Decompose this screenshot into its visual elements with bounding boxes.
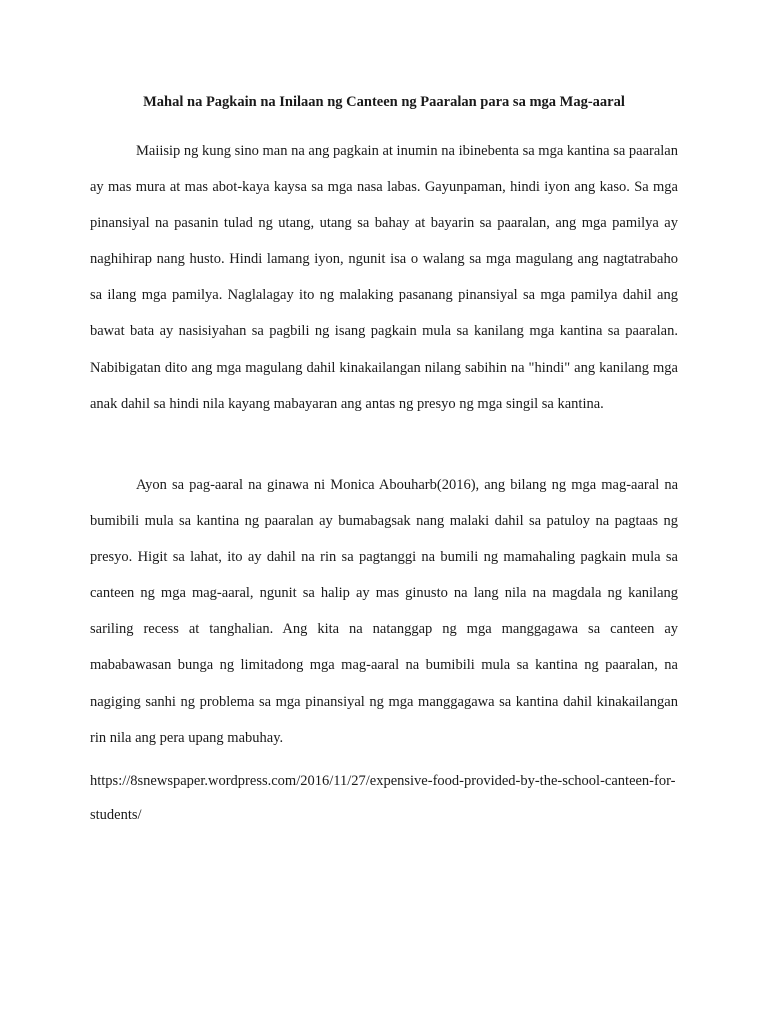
body-paragraph-2: Ayon sa pag-aaral na ginawa ni Monica Abouharb(2016), ang bilang ng mga mag-aaral na bumibili mula sa kantina ng paaralan ay bumabagsak nang malaki dahil sa patuloy na pagtaas ng presyo. Higit sa lahat, ito ay dahil na rin sa pagtanggi na bumili ng mamahaling pagkain mula sa canteen ng mga mag-aaral, ngunit sa halip ay mas ginusto na lang nila na magdala ng kanilang sariling recess at tanghalian. Ang kita na natanggap ng mga manggagawa sa canteen ay mababawasan bunga ng limitadong mga mag-aaral na bumibili mula sa kantina ng paaralan, na nagiging sanhi ng problema sa mga pinansiyal ng mga manggagawa sa kantina dahil kinakailangan rin nila ang pera upang mabuhay. <box>90 477 678 746</box>
document-title: Mahal na Pagkain na Inilaan ng Canteen ng Paaralan para sa mga Mag-aaral <box>143 94 625 110</box>
body-paragraph-1: Maiisip ng kung sino man na ang pagkain at inumin na ibinebenta sa mga kantina sa paaralan ay mas mura at mas abot-kaya kaysa sa mga nasa labas. Gayunpaman, hindi iyon ang kaso. Sa mga pinansiyal na pasanin tulad ng utang, utang sa bahay at bayarin sa paaralan, ang mga pamilya ay naghihirap nang husto. Hindi lamang iyon, ngunit isa o walang sa mga magulang ang nagtatrabaho sa ilang mga pamilya. Naglalagay ito ng malaking pasanang pinansiyal sa mga pamilya dahil ang bawat bata ay nasisiyahan sa pagbili ng isang pagkain mula sa kanilang mga kantina sa paaralan. Nabibigatan dito ang mga magulang dahil kinakailangan nilang sabihin na "hindi" ang kanilang mga anak dahil sa hindi nila kayang mabayaran ang antas ng presyo ng mga singil sa kantina. <box>90 143 678 412</box>
reference-link[interactable]: https://8snewspaper.wordpress.com/2016/11/27/expensive-food-provided-by-the-school-canteen-for-students/ <box>90 773 676 823</box>
